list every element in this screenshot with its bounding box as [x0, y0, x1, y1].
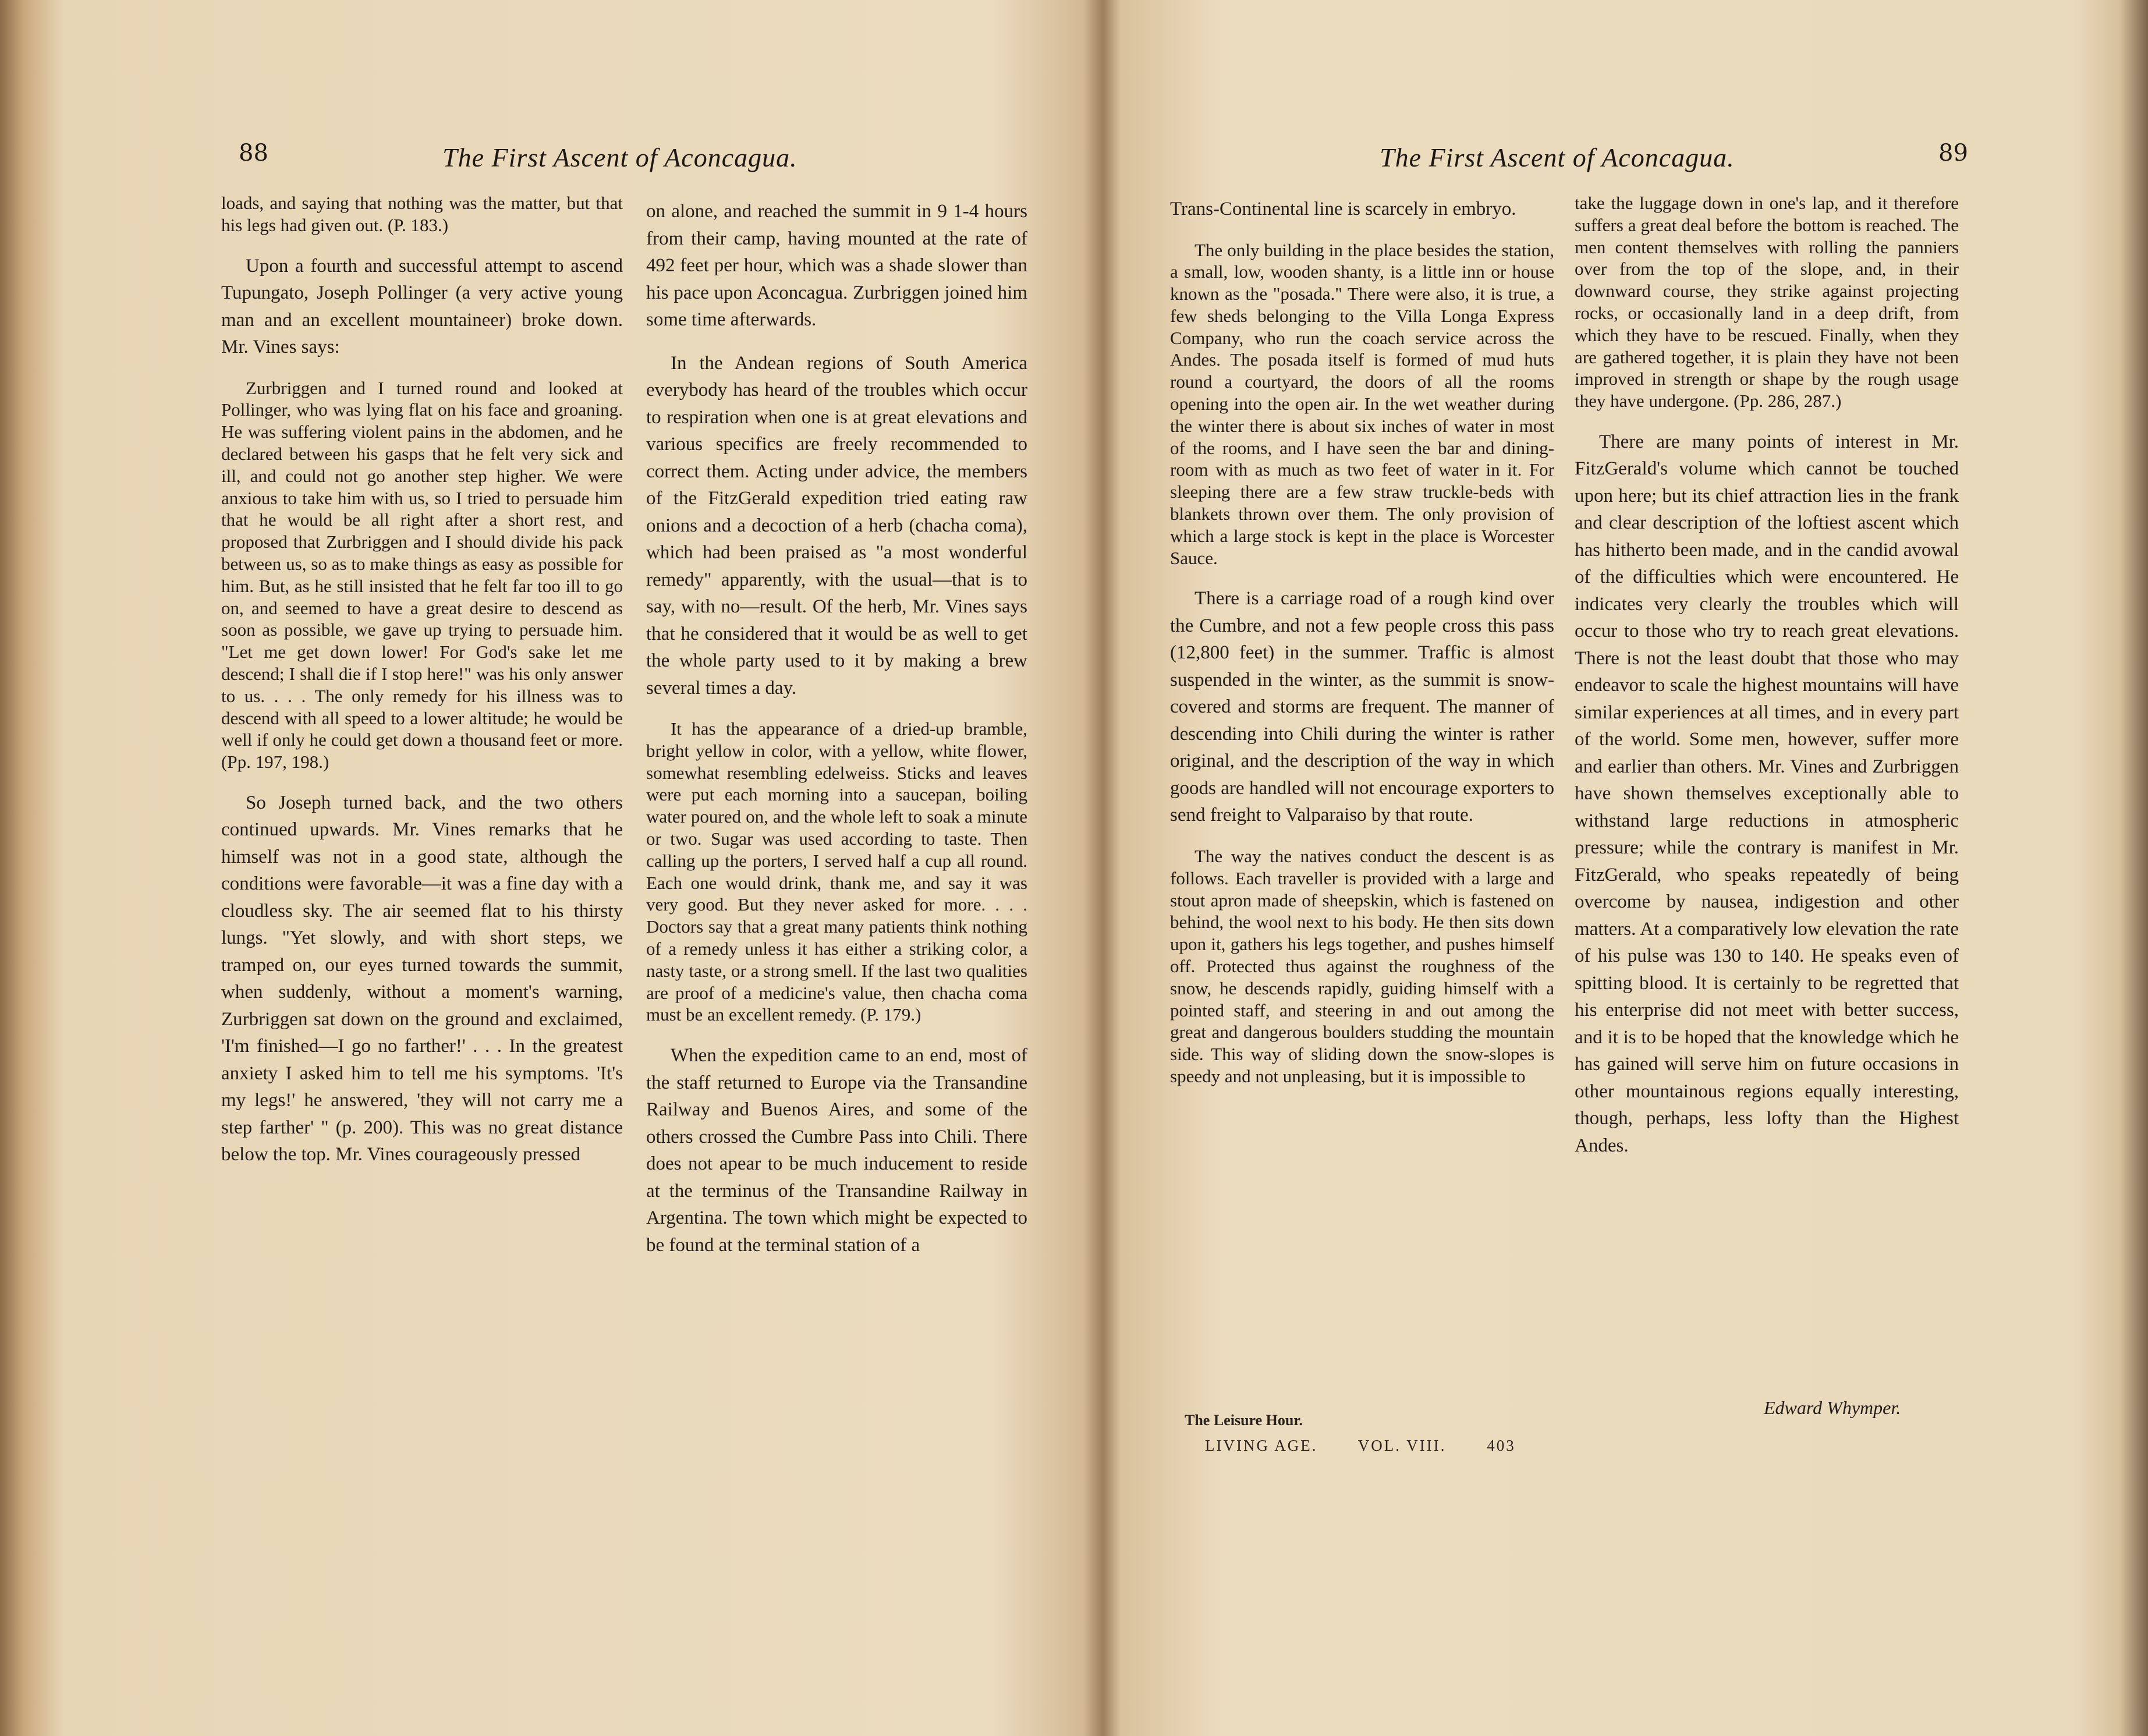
left-column-1	[221, 192, 623, 1185]
paragraph: There are many points of interest in Mr. FitzGerald's volume which cannot be touched upon here; but its chief attraction lies in the frank and clear description of the loftiest ascent which has hitherto been made, and in the candid avowal of the difficulties which were encountered. He indicates very clearly the troubles which will occur to those who try to reach great elevations. There is not the least doubt that those who may endeavor to scale the highest mountains will have similar experiences at all times, and in every part of the world. Some men, however, suffer more and earlier than others. Mr. Vines and Zurbriggen have shown themselves exceptionally able to withstand large reductions in atmospheric pressure; while the contrary is manifest in Mr. FitzGerald, who speaks repeatedly of being overcome by nausea, indigestion and other matters. At a comparatively low elevation the rate of his pulse was 130 to 140. He speaks even of spitting blood. It is certainly to be regretted that his enterprise did not meet with better success, and it is to be hoped that the knowledge which he has gained will serve him on future occasions in other mountainous regions equally interesting, though, perhaps, less lofty than the Highest Andes.	[1575, 431, 1959, 1156]
block-quote: Zurbriggen and I turned round and looked at Pollinger, who was lying flat on his face and groaning. He was suffering violent pains in the abdomen, and he declared between his gasps that he felt very sick and ill, and could not go another step higher. We were anxious to take him with us, so I tried to persuade him that he would be all right after a short rest, and proposed that Zurbriggen and I should divide his pack between us, so as to make things as easy as possible for him. But, as he still insisted that he felt far too ill to go on, and seemed to have a great desire to descend as soon as possible, we gave up trying to persuade him. "Let me get down lower! For God's sake let me descend; I shall die if I stop here!" was his only answer to us. . . . The only remedy for his illness was to descend with all speed to a lower altitude; he would be well if only he could get down a thousand feet or more. (Pp. 197, 198.)	[221, 377, 623, 773]
source-credit: The Leisure Hour.	[1185, 1412, 1303, 1429]
right-column-1	[1170, 196, 1554, 1104]
block-quote: It has the appearance of a dried-up bramble, bright yellow in color, with a yellow, white flower, somewhat resembling edelweiss. Sticks and leaves were put each morning into a saucepan, boiling water poured on, and the whole left to soak a minute or two. Sugar was used according to taste. Then calling up the porters, I served half a cup all round. Each one would drink, thank me, and say it was very good. But they never asked for more. . . . Doctors say that a great many patients think nothing of a remedy unless it has either a striking color, a nasty taste, or a strong smell. If the last two qualities are proof of a medicine's value, then chacha coma must be an excellent remedy. (P. 179.)	[646, 718, 1027, 1025]
right-page	[1100, 0, 2148, 1736]
paragraph: In the Andean regions of South America everybody has heard of the troubles which occur to respiration when one is at great elevations and various specifics are freely recommended to correct them. Acting under advice, the members of the FitzGerald expedition tried eating raw onions and a decoction of a herb (chacha coma), which had been praised as "a most wonderful remedy" apparently, with the usual—that is to say, with no—result. Of the herb, Mr. Vines says that he considered that it would be as well to get the whole party used to it by making a brew several times a day.	[646, 352, 1027, 699]
paragraph: When the expedition came to an end, most of the staff returned to Europe via the Transandine Railway and Buenos Aires, and some of the others crossed the Cumbre Pass into Chili. There does not apear to be much inducement to reside at the terminus of the Transandine Railway in Argentina. The town which might be expected to be found at the terminal station of a	[646, 1045, 1027, 1256]
paragraph: take the luggage down in one's lap, and it therefore suffers a great deal before the bottom is reached. The men content themselves with rolling the panniers over from the top of the slope, and, in their downward course, they strike against projecting rocks, or occasionally land in a deep drift, from which they have to be rescued. Finally, when they are gathered together, it is plain they have not been improved in strength or shape by the rough usage they have undergone. (Pp. 286, 287.)	[1575, 193, 1959, 412]
paragraph: There is a carriage road of a rough kind over the Cumbre, and not a few people cross this pass (12,800 feet) in the summer. Traffic is almost suspended in the winter, as the summit is snow-covered and storms are frequent. The manner of descending into Chili during the winter is rather original, and the description of the way in which goods are handled will not encourage exporters to send freight to Valparaiso by that route.	[1170, 588, 1554, 826]
running-head-right: The First Ascent of Aconcagua.	[1380, 143, 1735, 172]
footer-number: 403	[1487, 1437, 1516, 1454]
paragraph: So Joseph turned back, and the two others continued upwards. Mr. Vines remarks that he himself was not in a good state, although the conditions were favorable—it was a fine day with a cloudless sky. The air seemed flat to his thirsty lungs. "Yet slowly, and with short steps, we tramped on, our eyes turned towards the summit, when suddenly, without a moment's warning, Zurbriggen sat down on the ground and exclaimed, 'I'm finished—I go no farther!' . . . In the greatest anxiety I asked him to tell me his symptoms. 'It's my legs!' he answered, 'they will not carry me a step farther' " (p. 200). This was no great distance below the top. Mr. Vines courageously pressed	[221, 792, 623, 1165]
paragraph: Trans-Continental line is scarcely in embryo.	[1170, 199, 1516, 219]
block-quote: The way the natives conduct the descent is as follows. Each traveller is provided with a large and stout apron made of sheepskin, which is fastened on behind, the wool next to his body. He then sits down upon it, gathers his legs together, and pushes himself off. Protected thus against the roughness of the snow, he descends rapidly, guiding himself with a pointed staff, and steering in and out among the great and dangerous boulders studding the mountain side. This way of sliding down the snow-slopes is speedy and not unpleasing, but it is impossible to	[1170, 845, 1554, 1086]
page-footer	[1205, 1437, 1551, 1455]
paragraph: Upon a fourth and successful attempt to ascend Tupungato, Joseph Pollinger (a very active young man and an excellent mountaineer) broke down. Mr. Vines says:	[221, 255, 623, 358]
paragraph: loads, and saying that nothing was the matter, but that his legs had given out. (P. 183.)	[221, 193, 623, 235]
running-head-left: The First Ascent of Aconcagua.	[442, 143, 797, 172]
page-number-left: 88	[239, 140, 268, 166]
paragraph: on alone, and reached the summit in 9 1-4 hours from their camp, having mounted at the rate of 492 feet per hour, which was a shade slower than his pace upon Aconcagua. Zurbriggen joined him some time afterwards.	[646, 201, 1027, 330]
left-column-2	[646, 198, 1027, 1275]
right-column-2	[1575, 192, 1959, 1175]
footer-journal: LIVING AGE.	[1205, 1437, 1318, 1454]
author-signature: Edward Whymper.	[1764, 1397, 1901, 1418]
block-quote: The only building in the place besides the station, a small, low, wooden shanty, is a little inn or house known as the "posada." There were also, it is true, a few sheds belonging to the Villa Longa Express Company, who run the coach service across the Andes. The posada itself is formed of mud huts round a courtyard, the doors of all the rooms opening into the open air. In the wet weather during the winter there is about six inches of water in most of the rooms, and I have seen the bar and dining-room with as much as two feet of water in it. For sleeping there are a few straw truckle-beds with blankets thrown over them. The only provision of which a large stock is kept in the place is Worcester Sauce.	[1170, 239, 1554, 568]
footer-volume: VOL. VIII.	[1357, 1437, 1447, 1454]
page-number-right: 89	[1938, 140, 1968, 166]
